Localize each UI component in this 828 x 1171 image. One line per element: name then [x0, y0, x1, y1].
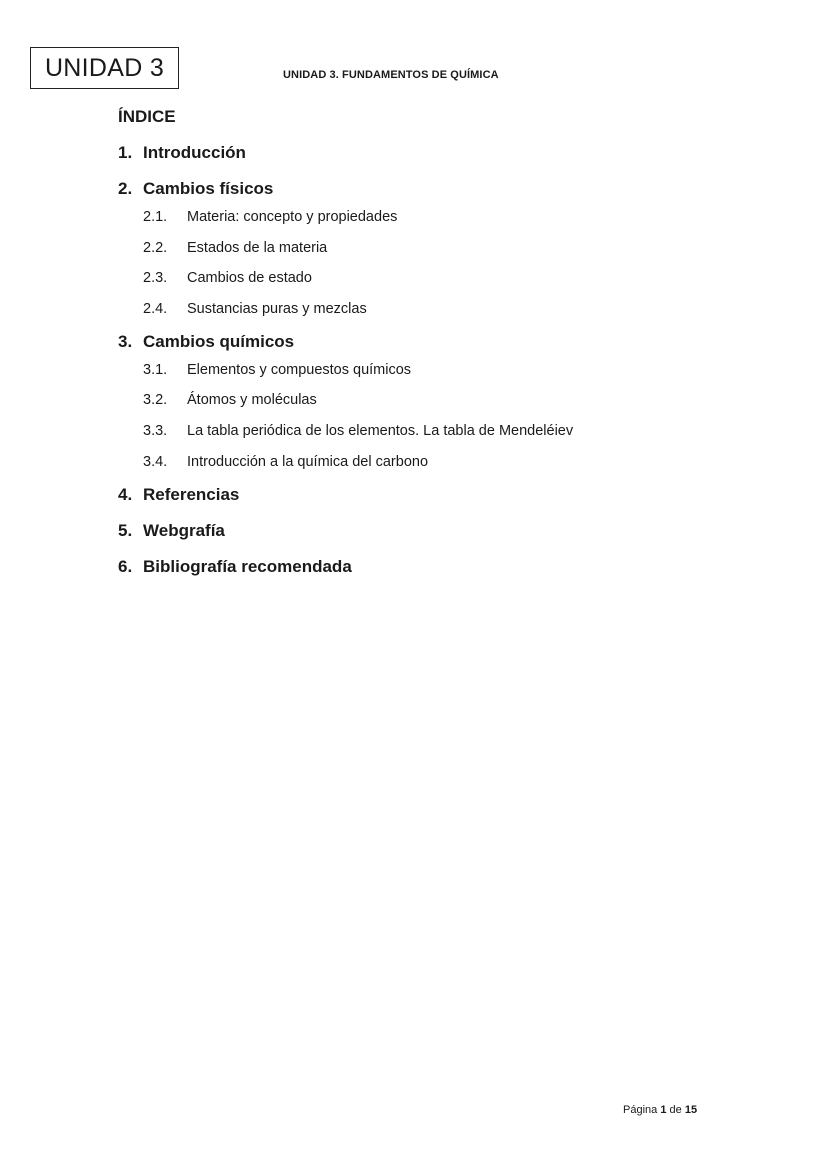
current-page-number: 1 — [660, 1104, 667, 1116]
toc-item-number: 3. — [118, 331, 133, 351]
toc-item-cambios-quimicos[interactable] — [118, 329, 798, 355]
toc-item-label: Cambios físicos — [143, 179, 274, 198]
toc-subitem-label: Sustancias puras y mezclas — [187, 300, 367, 317]
toc-subitem-number: 2.3. — [143, 270, 168, 287]
page-label: Página — [623, 1104, 658, 1116]
toc-item-number: 1. — [118, 143, 133, 162]
toc-subitem-label: Cambios de estado — [187, 270, 312, 287]
toc-subitem-3-3[interactable] — [118, 420, 798, 442]
toc-item-label: Introducción — [143, 143, 246, 162]
toc-subitem-label: Introducción a la química del carbono — [187, 453, 429, 470]
toc-subitem-2-2[interactable] — [118, 237, 798, 259]
toc-subitem-3-4[interactable] — [118, 451, 798, 473]
toc-subitem-label: La tabla periódica de los elementos. La tabla de Mendeléiev — [187, 422, 574, 439]
table-of-contents — [118, 104, 798, 590]
toc-subitem-3-2[interactable] — [118, 389, 798, 411]
toc-item-label: Referencias — [143, 484, 240, 504]
toc-item-number: 4. — [118, 484, 133, 504]
document-header-title: UNIDAD 3. FUNDAMENTOS DE QUÍMICA — [283, 69, 499, 81]
toc-subitem-number: 3.1. — [143, 361, 168, 378]
toc-subitem-2-1[interactable] — [118, 206, 798, 228]
toc-heading: ÍNDICE — [118, 107, 176, 126]
toc-item-number: 2. — [118, 179, 133, 198]
toc-item-referencias[interactable] — [118, 482, 798, 508]
toc-item-cambios-fisicos[interactable] — [118, 176, 798, 202]
toc-item-number: 5. — [118, 520, 133, 540]
toc-subitem-number: 2.1. — [143, 209, 168, 225]
toc-subitem-number: 3.3. — [143, 422, 168, 439]
unit-badge: UNIDAD 3 — [30, 47, 179, 89]
page-footer — [623, 1104, 697, 1116]
toc-subitem-number: 2.4. — [143, 300, 168, 317]
toc-subitem-3-1[interactable] — [118, 359, 798, 381]
toc-item-label: Bibliografía recomendada — [143, 556, 352, 576]
of-label: de — [669, 1104, 682, 1116]
toc-item-number: 6. — [118, 556, 133, 576]
toc-subitem-number: 3.2. — [143, 392, 168, 409]
toc-subitem-number: 3.4. — [143, 453, 168, 470]
toc-subitem-label: Estados de la materia — [187, 239, 328, 256]
toc-item-label: Cambios químicos — [143, 331, 295, 351]
toc-item-bibliografia[interactable] — [118, 554, 798, 580]
toc-subitem-2-3[interactable] — [118, 267, 798, 289]
toc-subitem-number: 2.2. — [143, 239, 168, 256]
toc-item-label: Webgrafía — [143, 520, 225, 540]
total-pages-number: 15 — [684, 1104, 698, 1116]
toc-subitem-label: Elementos y compuestos químicos — [187, 361, 412, 378]
toc-subitem-label: Átomos y moléculas — [187, 392, 317, 409]
toc-item-introduccion[interactable] — [118, 140, 798, 166]
toc-item-webgrafia[interactable] — [118, 518, 798, 544]
toc-subitem-label: Materia: concepto y propiedades — [187, 209, 398, 225]
toc-subitem-2-4[interactable] — [118, 298, 798, 320]
